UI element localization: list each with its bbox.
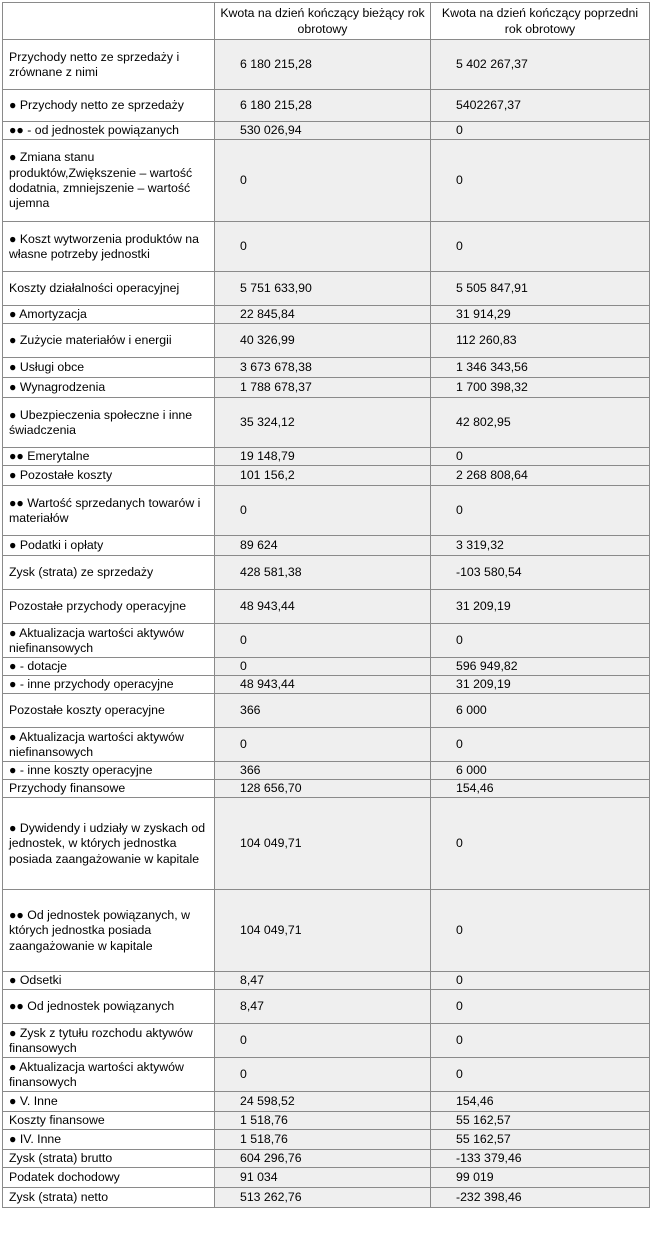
row-value-previous: 154,46 — [431, 1092, 650, 1112]
row-value-current: 366 — [215, 694, 431, 728]
table-row — [3, 676, 650, 694]
row-label: ●● - od jednostek powiązanych — [3, 122, 215, 140]
row-label: Przychody finansowe — [3, 780, 215, 798]
header-current-year: Kwota na dzień kończący bieżący rok obrotowy — [215, 3, 431, 40]
row-value-previous: 5 402 267,37 — [431, 40, 650, 90]
row-value-previous: -232 398,46 — [431, 1188, 650, 1208]
table-row — [3, 486, 650, 536]
row-label: ● IV. Inne — [3, 1130, 215, 1150]
row-value-previous: 31 914,29 — [431, 306, 650, 324]
row-value-current: 0 — [215, 728, 431, 762]
table-row — [3, 358, 650, 378]
row-value-previous: 0 — [431, 486, 650, 536]
table-row — [3, 798, 650, 890]
row-value-previous: 0 — [431, 728, 650, 762]
row-label: Pozostałe przychody operacyjne — [3, 590, 215, 624]
row-label: ● Zysk z tytułu rozchodu aktywów finansowych — [3, 1024, 215, 1058]
row-value-current: 513 262,76 — [215, 1188, 431, 1208]
row-value-current: 128 656,70 — [215, 780, 431, 798]
row-value-previous: 112 260,83 — [431, 324, 650, 358]
row-label: ● Aktualizacja wartości aktywów niefinansowych — [3, 728, 215, 762]
row-label: ● Aktualizacja wartości aktywów niefinansowych — [3, 624, 215, 658]
row-label: ● - inne koszty operacyjne — [3, 762, 215, 780]
row-value-previous: 154,46 — [431, 780, 650, 798]
table-header-row — [3, 3, 650, 40]
row-label: Zysk (strata) netto — [3, 1188, 215, 1208]
row-value-previous: 0 — [431, 222, 650, 272]
row-label: ● Odsetki — [3, 972, 215, 990]
row-value-previous: 3 319,32 — [431, 536, 650, 556]
table-row — [3, 990, 650, 1024]
row-value-previous: 0 — [431, 890, 650, 972]
header-empty-cell — [3, 3, 215, 40]
row-label: ● Usługi obce — [3, 358, 215, 378]
table-row — [3, 306, 650, 324]
row-value-current: 101 156,2 — [215, 466, 431, 486]
table-row — [3, 1130, 650, 1150]
row-value-previous: 0 — [431, 990, 650, 1024]
table-row — [3, 1150, 650, 1168]
row-label: ●● Od jednostek powiązanych, w których jednostka posiada zaangażowanie w kapitale — [3, 890, 215, 972]
table-row — [3, 728, 650, 762]
row-value-current: 91 034 — [215, 1168, 431, 1188]
table-row — [3, 466, 650, 486]
row-value-previous: 0 — [431, 122, 650, 140]
table-row — [3, 658, 650, 676]
row-label: ● Podatki i opłaty — [3, 536, 215, 556]
table-row — [3, 122, 650, 140]
row-label: ●● Wartość sprzedanych towarów i materiałów — [3, 486, 215, 536]
row-value-previous: 0 — [431, 798, 650, 890]
table-row — [3, 536, 650, 556]
row-label: Pozostałe koszty operacyjne — [3, 694, 215, 728]
row-label: ●● Emerytalne — [3, 448, 215, 466]
table-row — [3, 398, 650, 448]
row-value-previous: 0 — [431, 624, 650, 658]
table-row — [3, 324, 650, 358]
row-label: ● Dywidendy i udziały w zyskach od jednostek, w których jednostka posiada zaangażowanie w kapitale — [3, 798, 215, 890]
row-label: ● - inne przychody operacyjne — [3, 676, 215, 694]
row-label: ● Zużycie materiałów i energii — [3, 324, 215, 358]
table-row — [3, 1112, 650, 1130]
table-row — [3, 624, 650, 658]
row-value-previous: 1 346 343,56 — [431, 358, 650, 378]
row-label: ● Aktualizacja wartości aktywów finansowych — [3, 1058, 215, 1092]
row-label: ●● Od jednostek powiązanych — [3, 990, 215, 1024]
row-value-previous: -103 580,54 — [431, 556, 650, 590]
table-row — [3, 890, 650, 972]
row-value-current: 0 — [215, 1058, 431, 1092]
row-value-previous: 55 162,57 — [431, 1130, 650, 1150]
row-label: ● Zmiana stanu produktów,Zwiększenie – wartość dodatnia, zmniejszenie – wartość ujemna — [3, 140, 215, 222]
row-label: ● Ubezpieczenia społeczne i inne świadczenia — [3, 398, 215, 448]
row-value-previous: 6 000 — [431, 762, 650, 780]
row-value-previous: 99 019 — [431, 1168, 650, 1188]
row-label: Przychody netto ze sprzedaży i zrównane z nimi — [3, 40, 215, 90]
row-value-previous: 596 949,82 — [431, 658, 650, 676]
table-row — [3, 272, 650, 306]
table-row — [3, 762, 650, 780]
row-value-current: 104 049,71 — [215, 798, 431, 890]
row-value-current: 0 — [215, 658, 431, 676]
table-row — [3, 1024, 650, 1058]
row-value-previous: 6 000 — [431, 694, 650, 728]
row-value-current: 530 026,94 — [215, 122, 431, 140]
row-label: ● - dotacje — [3, 658, 215, 676]
row-label: Zysk (strata) ze sprzedaży — [3, 556, 215, 590]
row-value-previous: 31 209,19 — [431, 676, 650, 694]
row-value-current: 8,47 — [215, 972, 431, 990]
row-value-previous: 5 505 847,91 — [431, 272, 650, 306]
row-value-current: 1 518,76 — [215, 1112, 431, 1130]
table-row — [3, 590, 650, 624]
row-value-previous: 0 — [431, 140, 650, 222]
table-row — [3, 448, 650, 466]
row-value-current: 40 326,99 — [215, 324, 431, 358]
row-value-current: 0 — [215, 222, 431, 272]
table-row — [3, 378, 650, 398]
row-value-previous: 0 — [431, 1058, 650, 1092]
row-value-previous: -133 379,46 — [431, 1150, 650, 1168]
row-value-current: 6 180 215,28 — [215, 40, 431, 90]
row-value-current: 19 148,79 — [215, 448, 431, 466]
row-value-current: 0 — [215, 1024, 431, 1058]
row-value-previous: 0 — [431, 448, 650, 466]
row-value-current: 48 943,44 — [215, 590, 431, 624]
row-value-previous: 31 209,19 — [431, 590, 650, 624]
row-value-previous: 42 802,95 — [431, 398, 650, 448]
table-row — [3, 1168, 650, 1188]
row-value-current: 1 788 678,37 — [215, 378, 431, 398]
row-value-current: 35 324,12 — [215, 398, 431, 448]
row-value-current: 5 751 633,90 — [215, 272, 431, 306]
row-value-previous: 55 162,57 — [431, 1112, 650, 1130]
row-label: Podatek dochodowy — [3, 1168, 215, 1188]
table-row — [3, 694, 650, 728]
row-value-current: 22 845,84 — [215, 306, 431, 324]
financial-table — [2, 2, 650, 1208]
row-value-current: 0 — [215, 140, 431, 222]
table-row — [3, 780, 650, 798]
row-label: ● Koszt wytworzenia produktów na własne potrzeby jednostki — [3, 222, 215, 272]
row-value-current: 104 049,71 — [215, 890, 431, 972]
table-row — [3, 222, 650, 272]
row-value-current: 1 518,76 — [215, 1130, 431, 1150]
row-value-current: 89 624 — [215, 536, 431, 556]
row-value-current: 3 673 678,38 — [215, 358, 431, 378]
table-row — [3, 1058, 650, 1092]
row-label: Koszty finansowe — [3, 1112, 215, 1130]
row-value-current: 0 — [215, 624, 431, 658]
row-label: ● Pozostałe koszty — [3, 466, 215, 486]
row-value-current: 8,47 — [215, 990, 431, 1024]
table-row — [3, 556, 650, 590]
row-value-current: 428 581,38 — [215, 556, 431, 590]
row-label: ● V. Inne — [3, 1092, 215, 1112]
row-value-current: 6 180 215,28 — [215, 90, 431, 122]
row-label: ● Amortyzacja — [3, 306, 215, 324]
row-value-current: 604 296,76 — [215, 1150, 431, 1168]
row-value-current: 48 943,44 — [215, 676, 431, 694]
table-row — [3, 1188, 650, 1208]
row-value-previous: 0 — [431, 1024, 650, 1058]
row-value-current: 24 598,52 — [215, 1092, 431, 1112]
row-label: Koszty działalności operacyjnej — [3, 272, 215, 306]
row-value-previous: 0 — [431, 972, 650, 990]
row-value-current: 366 — [215, 762, 431, 780]
row-label: ● Przychody netto ze sprzedaży — [3, 90, 215, 122]
header-previous-year: Kwota na dzień kończący poprzedni rok obrotowy — [431, 3, 650, 40]
table-row — [3, 972, 650, 990]
row-label: Zysk (strata) brutto — [3, 1150, 215, 1168]
row-value-previous: 2 268 808,64 — [431, 466, 650, 486]
table-row — [3, 140, 650, 222]
table-row — [3, 1092, 650, 1112]
row-value-previous: 1 700 398,32 — [431, 378, 650, 398]
table-row — [3, 90, 650, 122]
table-row — [3, 40, 650, 90]
row-label: ● Wynagrodzenia — [3, 378, 215, 398]
row-value-current: 0 — [215, 486, 431, 536]
row-value-previous: 5402267,37 — [431, 90, 650, 122]
